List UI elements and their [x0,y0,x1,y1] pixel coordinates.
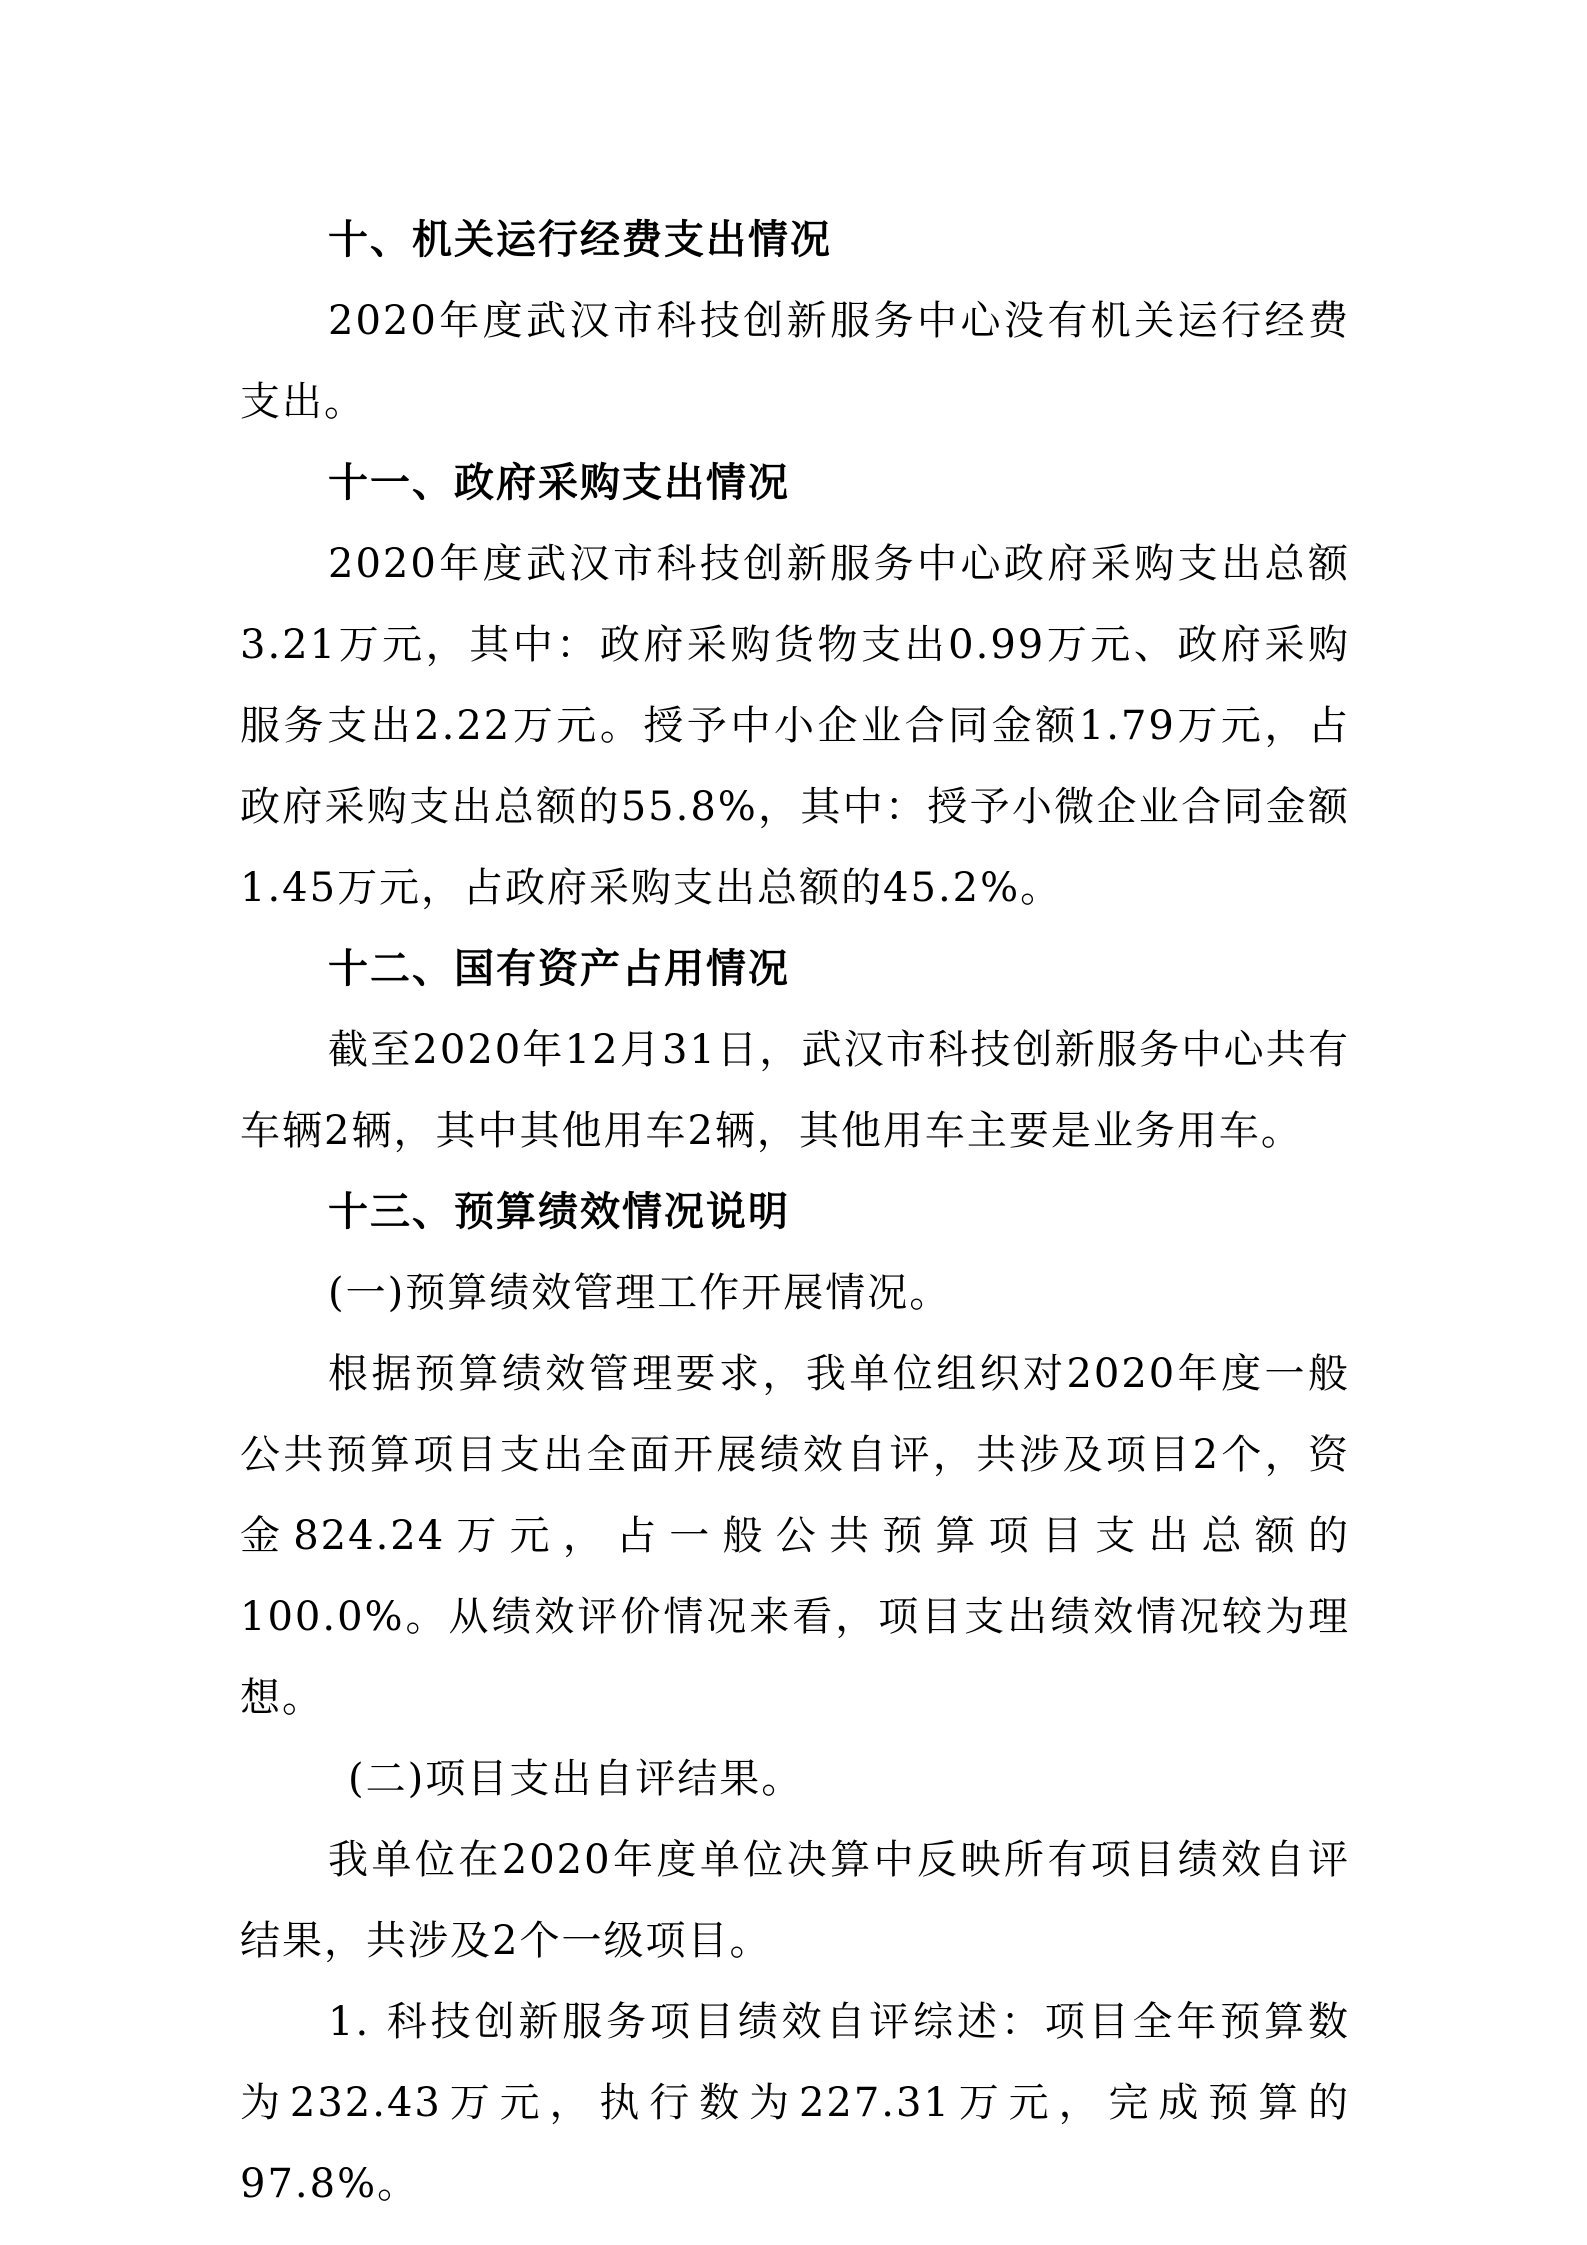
para-10: 2020年度武汉市科技创新服务中心没有机关运行经费支出。 [240,298,1350,425]
para-13-3: 1. 科技创新服务项目绩效自评综述：项目全年预算数为232.43万元，执行数为227.31万元，完成预算的97.8%。 [240,1999,1350,2207]
para-13-2: 我单位在2020年度单位决算中反映所有项目绩效自评结果，共涉及2个一级项目。 [240,1837,1350,1964]
heading-13: 十三、预算绩效情况说明 [328,1189,790,1235]
para-13-1: 根据预算绩效管理要求，我单位组织对2020年度一般公共预算项目支出全面开展绩效自评，共涉及项目2个，资金824.24万元，占一般公共预算项目支出总额的100.0%。从绩效评价情况来看，项目支出绩效情况较为理想。 [240,1351,1350,1721]
heading-11: 十一、政府采购支出情况 [328,460,790,506]
heading-12: 十二、国有资产占用情况 [328,946,790,992]
subheading-1: (一)预算绩效管理工作开展情况。 [328,1270,952,1316]
para-12: 截至2020年12月31日，武汉市科技创新服务中心共有车辆2辆，其中其他用车2辆，其他用车主要是业务用车。 [240,1027,1350,1154]
document-body [240,200,1350,2225]
para-11: 2020年度武汉市科技创新服务中心政府采购支出总额3.21万元，其中：政府采购货物支出0.99万元、政府采购服务支出2.22万元。授予中小企业合同金额1.79万元，占政府采购支出总额的55.8%，其中：授予小微企业合同金额1.45万元，占政府采购支出总额的45.2%。 [240,541,1350,911]
subheading-2: (二)项目支出自评结果。 [348,1756,804,1802]
heading-10: 十、机关运行经费支出情况 [328,217,832,263]
